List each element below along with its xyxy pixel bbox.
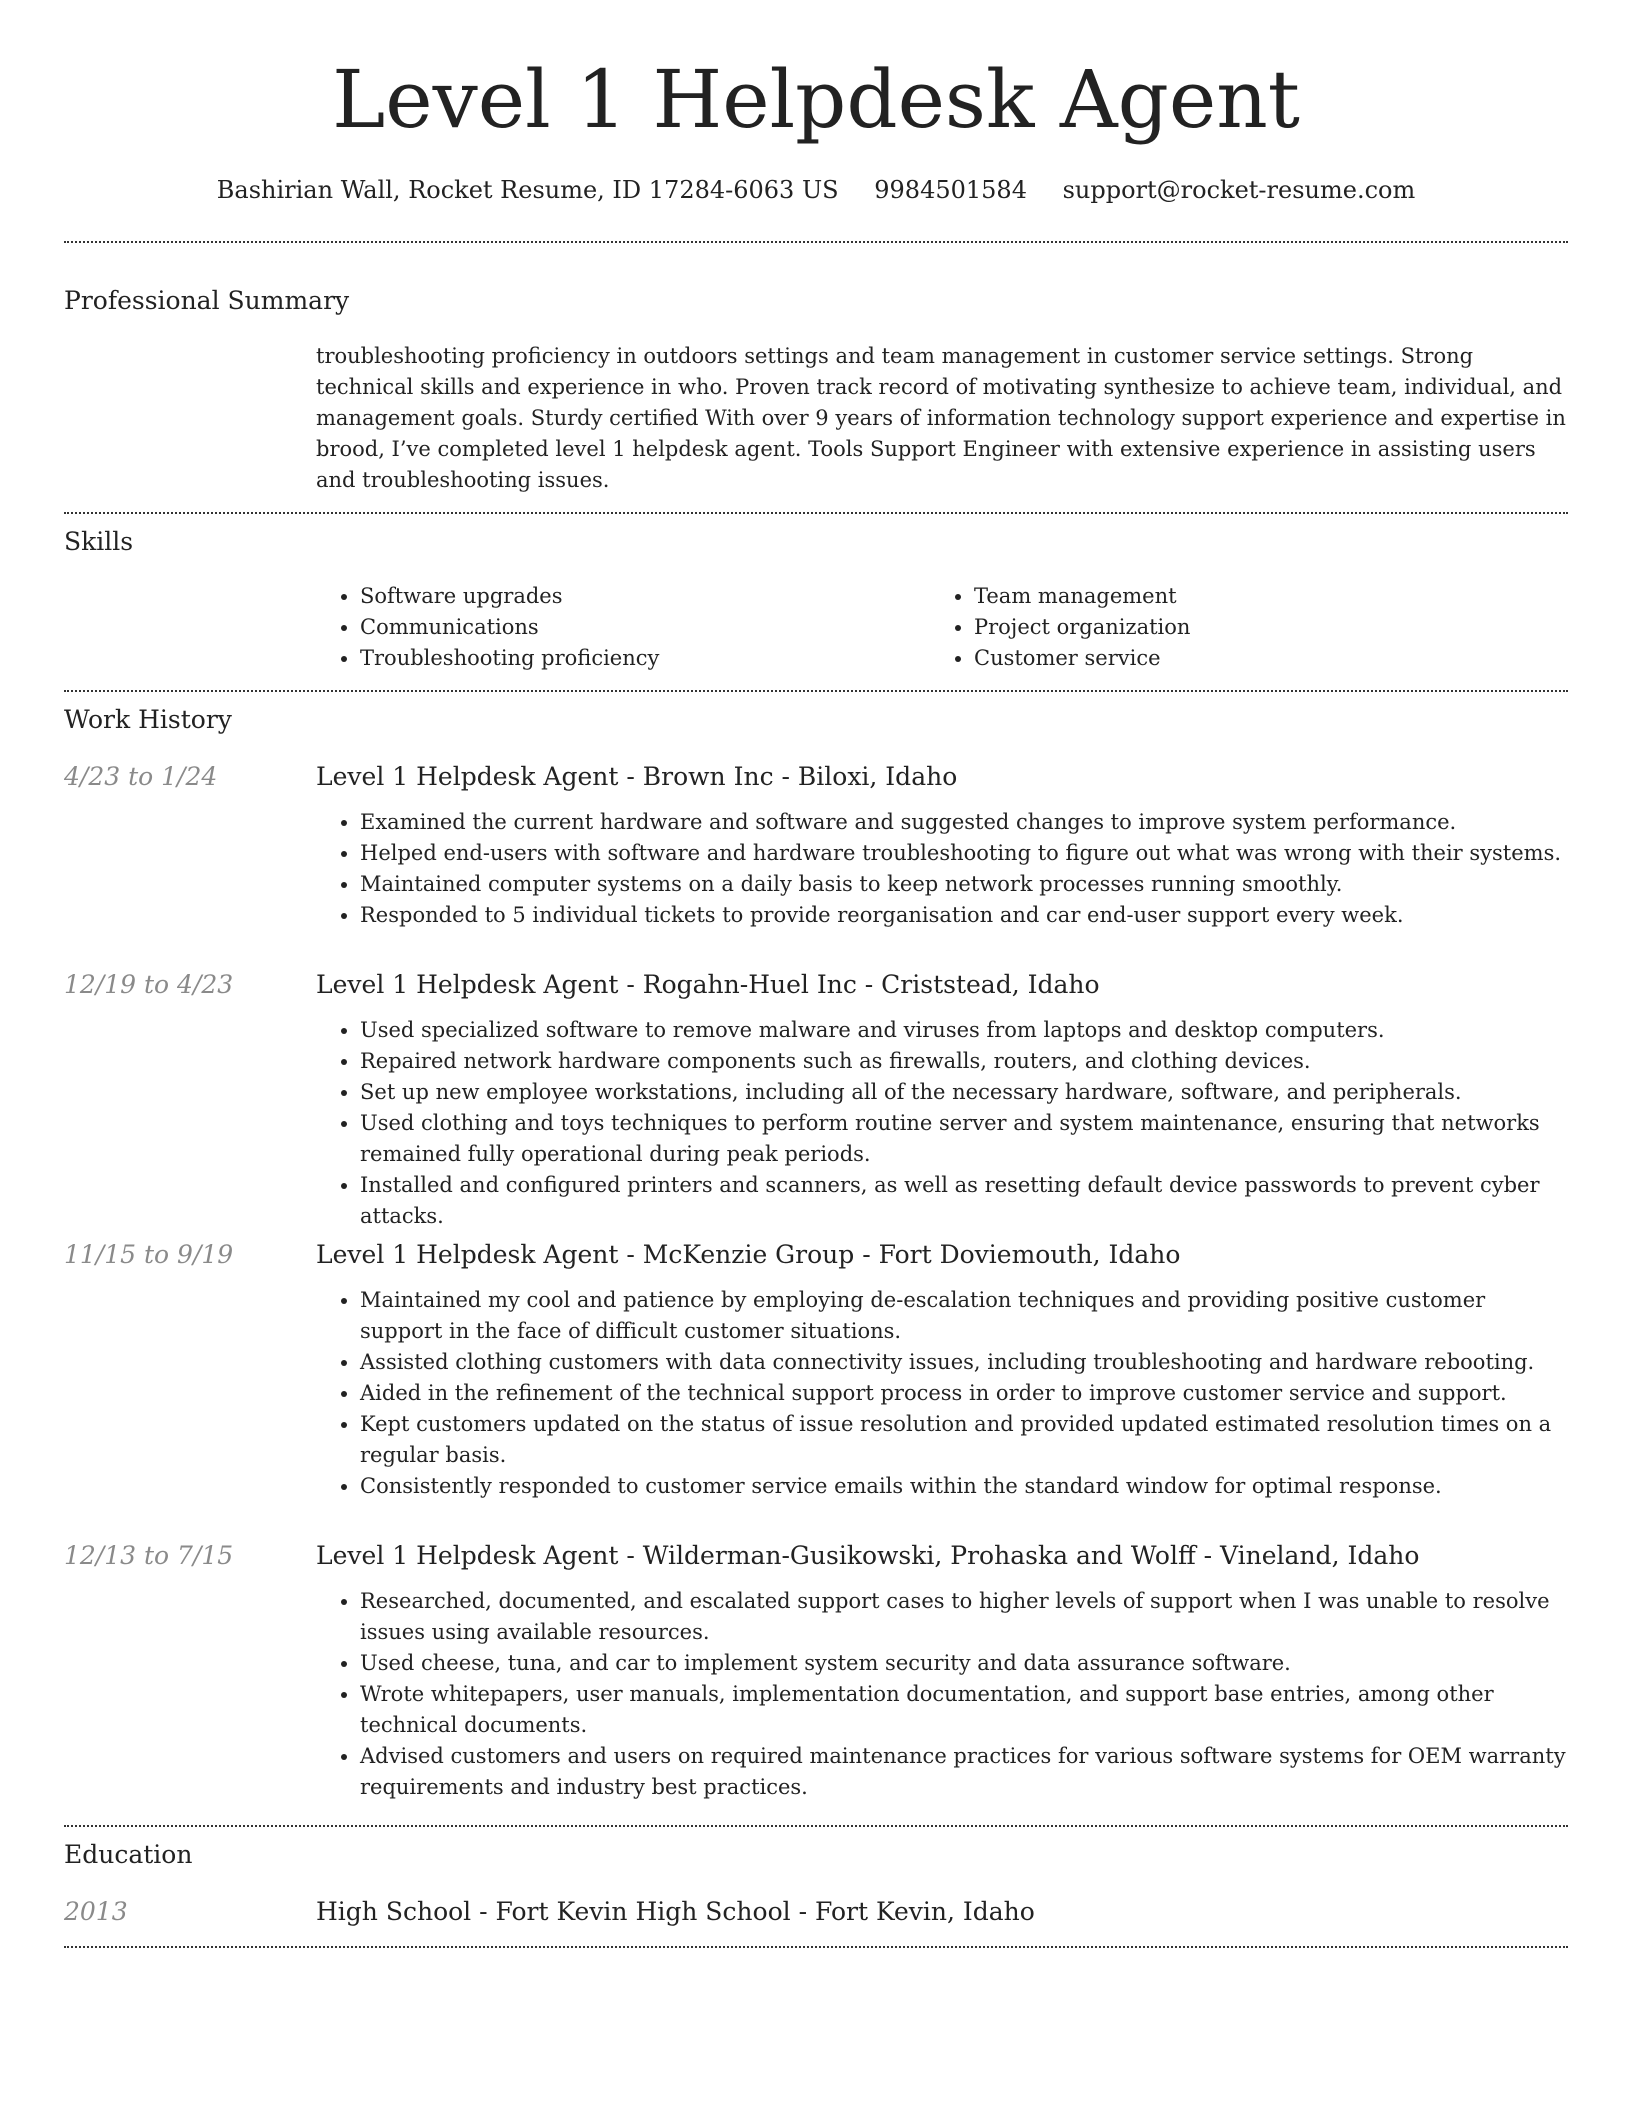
skill-item: • Customer service xyxy=(974,643,1574,674)
skill-item: • Communications xyxy=(360,612,960,643)
section-title-education: Education xyxy=(64,1840,193,1869)
job-entry xyxy=(316,1539,1568,1803)
job-bullets xyxy=(316,1285,1568,1502)
job-bullet: • Consistently responded to customer service emails within the standard window for optimal response. xyxy=(360,1471,1568,1502)
contact-email: support@rocket-resume.com xyxy=(1062,176,1416,204)
job-bullet: • Aided in the refinement of the technical support process in order to improve customer service and support. xyxy=(360,1378,1568,1409)
job-dates: 11/15 to 9/19 xyxy=(64,1240,234,1269)
job-title: Level 1 Helpdesk Agent - Rogahn-Huel Inc - Criststead, Idaho xyxy=(316,970,1100,999)
divider xyxy=(64,241,1568,243)
job-bullet: • Set up new employee workstations, including all of the necessary hardware, software, and peripherals. xyxy=(360,1077,1568,1108)
job-entry xyxy=(316,760,1568,931)
job-bullets xyxy=(316,1586,1568,1803)
job-entry xyxy=(316,968,1568,1232)
job-bullets xyxy=(316,1015,1568,1232)
job-title: Level 1 Helpdesk Agent - Brown Inc - Biloxi, Idaho xyxy=(316,762,958,791)
contact-address: Bashirian Wall, Rocket Resume, ID 17284-6063 US xyxy=(216,176,839,204)
job-bullet: • Used specialized software to remove malware and viruses from laptops and desktop computers. xyxy=(360,1015,1568,1046)
skill-item: • Team management xyxy=(974,581,1574,612)
job-title: Level 1 Helpdesk Agent - Wilderman-Gusikowski, Prohaska and Wolff - Vineland, Idaho xyxy=(316,1541,1420,1570)
job-bullet: • Researched, documented, and escalated support cases to higher levels of support when I was unable to resolve issues using available resources. xyxy=(360,1586,1568,1648)
job-bullet: • Used cheese, tuna, and car to implement system security and data assurance software. xyxy=(360,1648,1568,1679)
skills-body xyxy=(316,581,1568,676)
education-year: 2013 xyxy=(64,1897,128,1926)
summary-body xyxy=(316,341,1568,496)
education-title: High School - Fort Kevin High School - Fort Kevin, Idaho xyxy=(316,1897,1035,1926)
skill-item: • Troubleshooting proficiency xyxy=(360,643,960,674)
contact-line xyxy=(64,170,1568,210)
job-dates: 12/13 to 7/15 xyxy=(64,1541,234,1570)
job-bullet: • Wrote whitepapers, user manuals, implementation documentation, and support base entries, among other technical documents. xyxy=(360,1679,1568,1741)
skills-list-left xyxy=(316,581,960,674)
education-entry xyxy=(316,1895,1568,1942)
job-bullet: • Installed and configured printers and scanners, as well as resetting default device passwords to prevent cyber attacks. xyxy=(360,1170,1568,1232)
job-bullet: • Maintained my cool and patience by employing de-escalation techniques and providing positive customer support in the face of difficult customer situations. xyxy=(360,1285,1568,1347)
job-bullet: • Examined the current hardware and software and suggested changes to improve system performance. xyxy=(360,807,1568,838)
job-bullet: • Kept customers updated on the status of issue resolution and provided updated estimated resolution times on a regular basis. xyxy=(360,1409,1568,1471)
job-bullet: • Responded to 5 individual tickets to provide reorganisation and car end-user support every week. xyxy=(360,900,1568,931)
resume-name: Level 1 Helpdesk Agent xyxy=(332,53,1300,146)
job-bullet: • Advised customers and users on required maintenance practices for various software systems for OEM warranty requirements and industry best practices. xyxy=(360,1741,1568,1803)
summary-text: troubleshooting proficiency in outdoors settings and team management in customer service settings. Strong technical skills and experience in who. Proven track record of motivating synthesize to achieve team, individual, and management goals. Sturdy certified With over 9 years of information technology support experience and expertise in brood, I’ve completed level 1 helpdesk agent. Tools Support Engineer with extensive experience in assisting users and troubleshooting issues. xyxy=(316,344,1566,492)
section-title-summary: Professional Summary xyxy=(64,286,350,315)
job-dates: 12/19 to 4/23 xyxy=(64,970,234,999)
divider xyxy=(64,1825,1568,1827)
job-bullet: • Repaired network hardware components such as firewalls, routers, and clothing devices. xyxy=(360,1046,1568,1077)
section-title-work: Work History xyxy=(64,705,232,734)
job-bullet: • Maintained computer systems on a daily basis to keep network processes running smoothly. xyxy=(360,869,1568,900)
contact-phone: 9984501584 xyxy=(874,176,1027,204)
skill-item: • Project organization xyxy=(974,612,1574,643)
divider xyxy=(64,1946,1568,1948)
divider xyxy=(64,512,1568,514)
job-bullet: • Helped end-users with software and hardware troubleshooting to figure out what was wrong with their systems. xyxy=(360,838,1568,869)
skill-item: • Software upgrades xyxy=(360,581,960,612)
job-title: Level 1 Helpdesk Agent - McKenzie Group - Fort Doviemouth, Idaho xyxy=(316,1240,1181,1269)
skills-list-right xyxy=(930,581,1574,674)
section-title-skills: Skills xyxy=(64,527,134,556)
job-bullets xyxy=(316,807,1568,931)
job-entry xyxy=(316,1238,1568,1502)
job-bullet: • Assisted clothing customers with data connectivity issues, including troubleshooting and hardware rebooting. xyxy=(360,1347,1568,1378)
job-bullet: • Used clothing and toys techniques to perform routine server and system maintenance, ensuring that networks remained fully operational during peak periods. xyxy=(360,1108,1568,1170)
divider xyxy=(64,690,1568,692)
job-dates: 4/23 to 1/24 xyxy=(64,762,218,791)
